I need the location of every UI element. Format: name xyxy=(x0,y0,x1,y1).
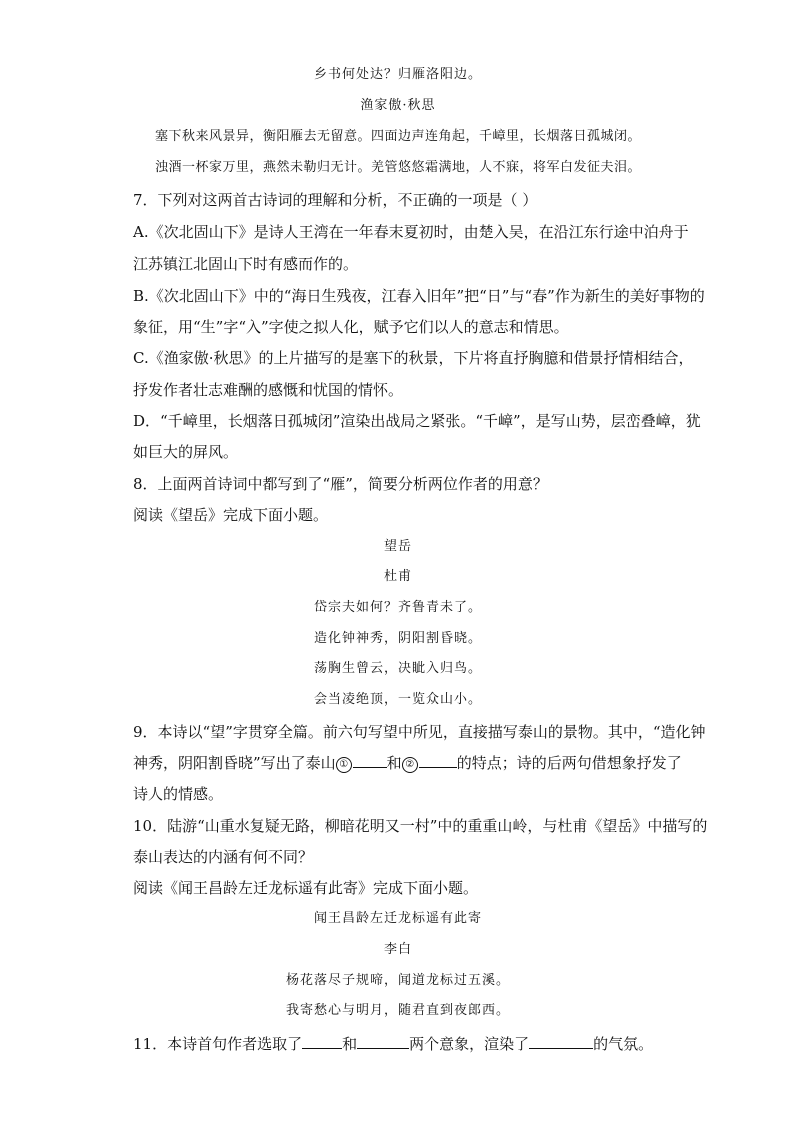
poem3-line-3: 荡胸生曾云，决眦入归鸟。 xyxy=(313,661,482,676)
poem1-last-line: 乡书何处达？归雁洛阳边。 xyxy=(313,67,482,82)
q11-part-d: 的气氛。 xyxy=(593,1035,654,1053)
q9-line-1: 9．本诗以“望”字贯穿全篇。前六句写望中所见，直接描写泰山的景物。其中，“造化钟 xyxy=(133,723,706,741)
circled-number-2: ② xyxy=(402,757,418,773)
q7-stem: 7．下列对这两首古诗词的理解和分析，不正确的一项是（ ） xyxy=(133,191,538,209)
poem4-title: 闻王昌龄左迁龙标遥有此寄 xyxy=(313,911,482,926)
answer-blank-3[interactable] xyxy=(302,1034,342,1049)
q7-option-a-line-1: A.《次北固山下》是诗人王湾在一年春末夏初时，由楚入吴，在沿江东行途中泊舟于 xyxy=(133,223,689,241)
q7-option-b-line-1: B.《次北固山下》中的“海日生残夜，江春入旧年”把“日”与“春”作为新生的美好事物的 xyxy=(133,287,705,305)
q9-line-3: 诗人的情感。 xyxy=(133,785,224,803)
q11-line xyxy=(133,1034,663,1054)
poem2-title: 渔家傲·秋思 xyxy=(360,98,436,113)
poem3-title: 望岳 xyxy=(383,539,412,554)
poem3-line-4: 会当凌绝顶，一览众山小。 xyxy=(313,692,482,707)
q11-part-a: 11．本诗首句作者选取了 xyxy=(133,1035,303,1053)
answer-blank-4[interactable] xyxy=(357,1034,409,1049)
reading-intro-2: 阅读《闻王昌龄左迁龙标遥有此寄》完成下面小题。 xyxy=(133,879,479,897)
q7-option-b-line-2: 象征，用“生”字“入”字使之拟人化，赋予它们以人的意志和情思。 xyxy=(133,318,569,336)
poem2-line-2: 浊酒一杯家万里，燕然未勒归无计。羌管悠悠霜满地，人不寐，将军白发征夫泪。 xyxy=(154,160,641,175)
poem3-line-1: 岱宗夫如何？齐鲁青未了。 xyxy=(313,600,482,615)
q8-stem: 8．上面两首诗词中都写到了“雁”，简要分析两位作者的用意？ xyxy=(133,475,548,493)
q9-line-2 xyxy=(133,753,682,773)
poem4-line-1: 杨花落尽子规啼，闻道龙标过五溪。 xyxy=(285,973,510,988)
poem4-author: 李白 xyxy=(383,942,412,957)
answer-blank-5[interactable] xyxy=(529,1034,593,1049)
q7-option-c-line-1: C.《渔家傲·秋思》的上片描写的是塞下的秋景，下片将直抒胸臆和借景抒情相结合， xyxy=(133,349,694,367)
q7-option-c-line-2: 抒发作者壮志难酬的感慨和忧国的情怀。 xyxy=(133,381,404,399)
q7-option-a-line-2: 江苏镇江北固山下时有感而作的。 xyxy=(133,255,359,273)
q11-part-b: 和 xyxy=(342,1035,358,1053)
q9-line-2-part-a: 神秀，阴阳割昏晓”写出了泰山 xyxy=(133,754,336,772)
q7-option-d-line-2: 如巨大的屏风。 xyxy=(133,443,239,461)
poem2-line-1: 塞下秋来风景异，衡阳雁去无留意。四面边声连角起，千嶂里，长烟落日孤城闭。 xyxy=(154,129,641,144)
poem3-author: 杜甫 xyxy=(383,569,412,584)
q7-option-d-line-1: D．“千嶂里，长烟落日孤城闭”渲染出战局之紧张。“千嶂”，是写山势，层峦叠嶂，犹 xyxy=(133,412,701,430)
q10-line-1: 10．陆游“山重水复疑无路，柳暗花明又一村”中的重重山岭，与杜甫《望岳》中描写的 xyxy=(133,817,708,835)
reading-intro-1: 阅读《望岳》完成下面小题。 xyxy=(133,506,329,524)
answer-blank-2[interactable] xyxy=(419,753,457,768)
q9-line-2-part-b: 和 xyxy=(386,754,402,772)
circled-number-1: ① xyxy=(336,757,352,773)
q9-line-2-part-c: 的特点；诗的后两句借想象抒发了 xyxy=(456,754,682,772)
q11-part-c: 两个意象，渲染了 xyxy=(409,1035,530,1053)
answer-blank-1[interactable] xyxy=(353,753,387,768)
poem3-line-2: 造化钟神秀，阴阳割昏晓。 xyxy=(313,631,482,646)
q10-line-2: 泰山表达的内涵有何不同？ xyxy=(133,848,314,866)
poem4-line-2: 我寄愁心与明月，随君直到夜郎西。 xyxy=(285,1003,510,1018)
